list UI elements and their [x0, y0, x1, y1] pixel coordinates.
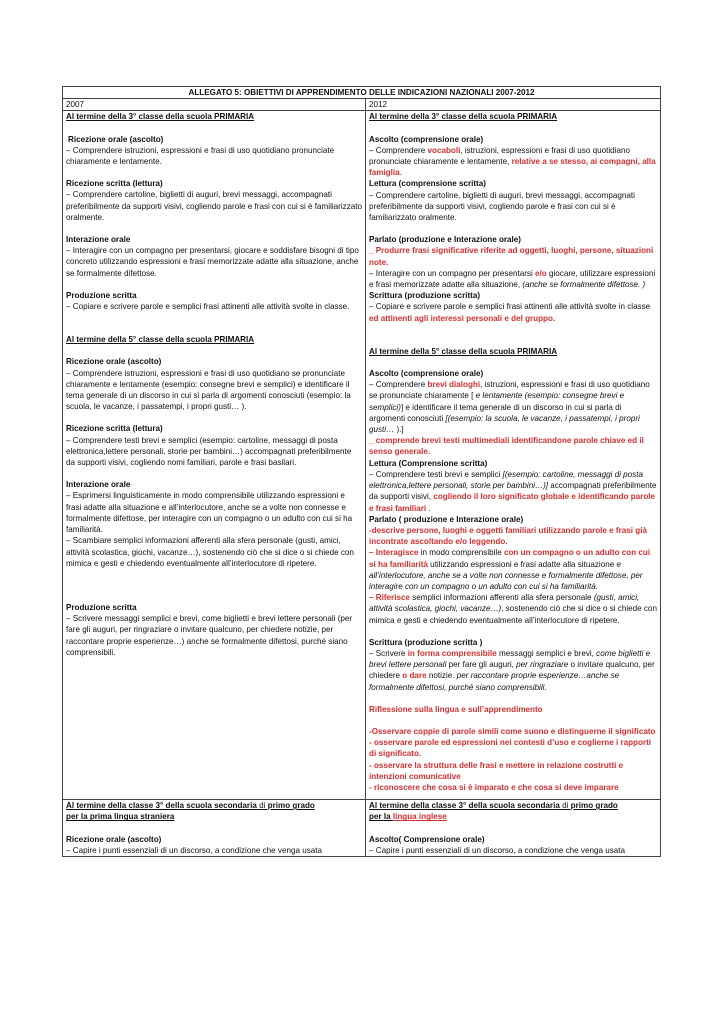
subheading: Ricezione orale (ascolto) — [66, 834, 162, 844]
section-heading: Al termine della 3° classe della scuola PRIMARIA — [369, 112, 558, 122]
table-title: ALLEGATO 5: OBIETTIVI DI APPRENDIMENTO DELLE INDICAZIONI NAZIONALI 2007-2012 — [63, 87, 661, 99]
subheading: Lettura (Comprensione scritta) — [369, 458, 488, 468]
paragraph: – Copiare e scrivere parole e semplici frasi attinenti alle attività svolte in classe ed attinenti agli interessi personali e del gruppo. — [369, 302, 651, 323]
subheading: Ricezione orale (ascolto) — [68, 134, 164, 144]
section-heading: per la lingua inglese — [369, 812, 447, 822]
paragraph: – Scrivere in forma comprensibile messaggi semplici e brevi, come biglietti e brevi lettere personali per fare gli auguri, per ringraziare o invitare qualcuno, per chiedere o dare notizie. per raccontare proprie esperienze…anche se formalmente difettosi, purché siano comprensibili. — [369, 648, 655, 692]
cell-2007-secondaria — [63, 800, 366, 857]
subheading: Produzione scritta — [66, 290, 137, 300]
subheading: Interazione orale — [66, 480, 131, 490]
subheading: Parlato ( produzione e Interazione orale) — [369, 514, 524, 524]
subheading: Parlato (produzione e Interazione orale) — [369, 235, 522, 245]
paragraph: – Interagire con un compagno per presentarsi e/o giocare, utilizzare espressioni e frasi memorizzate adatte alla situazione, (anche se formalmente difettose. ) — [369, 268, 656, 290]
section-heading: Al termine della 3° classe della scuola PRIMARIA — [66, 112, 255, 122]
paragraph: – Esprimersi linguisticamente in modo comprensibile utilizzando espressioni e frasi adatte alla situazione e all’interlocutore, anche se a volte non connesse e formalmente difettose, per interagire con un compagno o un adulto con cui si ha familiarità. — [66, 491, 353, 535]
paragraph: – Comprendere testi brevi e semplici (esempio: cartoline, messaggi di posta elettronica,lettere personali, storie per bambini…) accompagnati preferibilmente da supporti visivi, cogliendo nomi familiari, parole e frasi basilari. — [66, 435, 352, 468]
comparison-table — [62, 86, 661, 857]
list-item: - osservare la struttura delle frasi e mettere in relazione costrutti e intenzioni comunicative — [369, 760, 624, 781]
paragraph: – Comprendere testi brevi e semplici [(esempio: cartoline, messaggi di posta elettronica,lettere personali, storie per bambini…)] accompagnati preferibilmente da supporti visivi, cogliendo il loro significato globale e identificando parole e frasi familiari . — [369, 469, 657, 513]
paragraph: – Copiare e scrivere parole e semplici frasi attinenti alle attività svolte in classe. — [66, 302, 350, 312]
section-heading: Al termine della 5° classe della scuola PRIMARIA — [369, 346, 558, 356]
subheading: Scrittura (produzione scritta ) — [369, 637, 483, 647]
section-heading: Al termine della classe 3° della scuola secondaria di primo grado — [369, 801, 618, 811]
paragraph: – Interagisce in modo comprensibile con un compagno o un adulto con cui si ha familiarità utilizzando espressioni e frasi adatte alla situazione e all’interlocutore, anche se a volte non connesse e formalmente difettose, per interagire con un compagno o un adulto con cui si ha familiarità. — [369, 548, 651, 591]
subheading: Lettura (comprensione scritta) — [369, 179, 486, 189]
subheading: Ascolto (comprensione orale) — [369, 369, 484, 379]
subheading: Scrittura (produzione scritta) — [369, 291, 481, 301]
list-item: - riconoscere che cosa si è imparato e che cosa si deve imparare — [369, 782, 619, 792]
added-objective: _ comprende brevi testi multimediali identificandone parole chiave ed il senso generale. — [369, 436, 644, 457]
paragraph: – Comprendere brevi dialoghi, istruzioni, espressioni e frasi di uso quotidiano se pronunciate chiaramente [ e lentamente (esempio: consegne brevi e semplici)] e identificare il tema generale di un discorso in cui si parla di argomenti conosciuti [(esempio: la scuola, le vacanze, i passatempi, i propri gusti… ).] — [369, 380, 650, 435]
subheading: Produzione scritta — [66, 602, 137, 612]
subheading: Interazione orale — [66, 235, 131, 245]
subheading: Riflessione sulla lingua e sull’apprendimento — [369, 704, 543, 714]
subheading: Ricezione scritta (lettura) — [66, 179, 163, 189]
cell-2012-secondaria — [366, 800, 661, 857]
paragraph: – Comprendere cartoline, biglietti di auguri, brevi messaggi, accompagnati preferibilmente da supporti visivi, cogliendo parole e frasi con cui si è familiarizzato oralmente. — [66, 190, 363, 222]
section-heading: Al termine della classe 3° della scuola secondaria di primo grado — [66, 801, 315, 811]
paragraph: – Comprendere cartoline, biglietti di auguri, brevi messaggi, accompagnati preferibilmente da supporti visivi, cogliendo parole e frasi con cui si è familiarizzato oralmente. — [369, 190, 635, 223]
table-row — [63, 111, 661, 800]
paragraph: – Scambiare semplici informazioni afferenti alla sfera personale (gusti, amici, attività scolastica, giochi, vacanze…), sostenendo ciò che si dice o si chiede con mimica e gesti e chiedendo eventualmente all’interlocutore di ripetere. — [66, 536, 354, 568]
paragraph: – Riferisce semplici informazioni afferenti alla sfera personale (gusti, amici, attività scolastica, giochi, vacanze…), sostenendo ciò che si dice o si chiede con mimica e gesti e chiedendo eventualmente all’interlocutore di ripetere. — [369, 593, 657, 625]
cell-2007-primaria — [63, 111, 366, 800]
column-header-2012: 2012 — [366, 99, 661, 111]
paragraph: – Comprendere istruzioni, espressioni e frasi di uso quotidiano pronunciate chiaramente e lentamente. — [66, 145, 335, 167]
table-row — [63, 800, 661, 857]
paragraph: – Interagire con un compagno per presentarsi, giocare e soddisfare bisogni di tipo concreto utilizzando espressioni e frasi memorizzate adatte alla situazione, anche se formalmente difettose. — [66, 246, 359, 278]
paragraph: – Comprendere vocaboli, istruzioni, espressioni e frasi di uso quotidiano pronunciate chiaramente e lentamente, relative a se stesso, ai compagni, alla famiglia. — [369, 145, 656, 178]
added-objective: _ Produrre frasi significative riferite ad oggetti, luoghi, persone, situazioni note. — [369, 246, 654, 267]
section-heading: Al termine della 5° classe della scuola PRIMARIA — [66, 335, 255, 345]
subheading: Ascolto (comprensione orale) — [369, 134, 484, 144]
paragraph: – Scrivere messaggi semplici e brevi, come biglietti e brevi lettere personali (per fare gli auguri, per ringraziare o invitare qualcuno, per chiedere notizie, per raccontare proprie esperienze…) anche se formalmente difettosi, purché siano comprensibili. — [66, 614, 353, 657]
paragraph: – Comprendere istruzioni, espressioni e frasi di uso quotidiano se pronunciate chiaramente e lentamente (esempio: consegne brevi e semplici) e identificare il tema generale di un discorso in cui si parla di argomenti conosciuti (esempio: la scuola, le vacanze, i passatempi, i propri gusti… ). — [66, 368, 351, 412]
list-item: -Osservare coppie di parole simili come suono e distinguerne il significato — [369, 726, 656, 736]
subheading: Ricezione orale (ascolto) — [66, 357, 162, 367]
subheading: Ascolto( Comprensione orale) — [369, 834, 485, 844]
paragraph: – Capire i punti essenziali di un discorso, a condizione che venga usata — [369, 845, 626, 855]
column-header-2007: 2007 — [63, 99, 366, 111]
cell-2012-primaria — [366, 111, 661, 800]
section-heading: per la prima lingua straniera — [66, 812, 175, 822]
subheading: Ricezione scritta (lettura) — [66, 424, 163, 434]
added-objective: -descrive persone, luoghi e oggetti familiari utilizzando parole e frasi già incontrate ascoltando e/o leggendo. — [369, 525, 647, 547]
list-item: - osservare parole ed espressioni nei contesti d’uso e coglierne i rapporti di significato. — [369, 738, 652, 759]
paragraph: – Capire i punti essenziali di un discorso, a condizione che venga usata — [66, 845, 323, 855]
